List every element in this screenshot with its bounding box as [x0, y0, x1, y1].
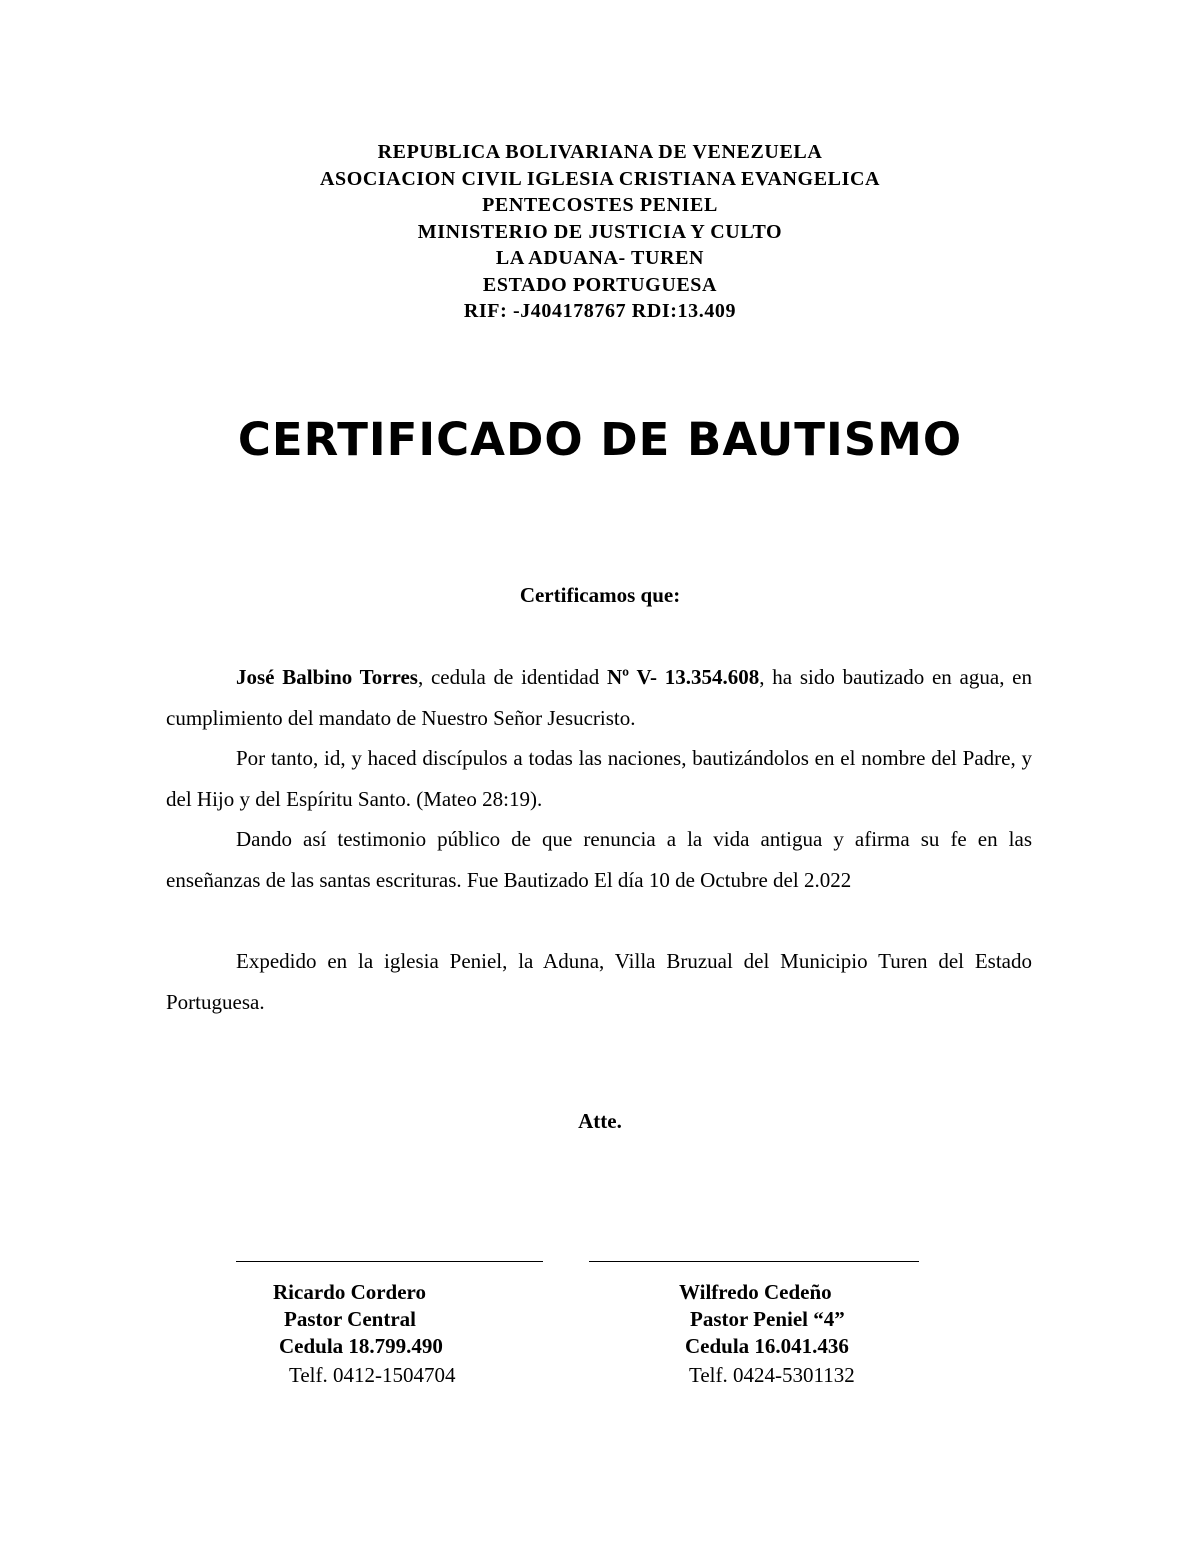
p1-text-b: , ha sido bautizado en agua, en cumplimiento del mandato de Nuestro Señor Jesucristo. — [166, 665, 1033, 730]
signature-left-name: Ricardo Cordero — [273, 1280, 426, 1304]
header-locality: LA ADUANA- TUREN — [495, 247, 705, 269]
signature-line-left — [236, 1261, 543, 1262]
id-number: Nº V- 13.354.608 — [606, 665, 760, 689]
signature-right-cedula: Cedula 16.041.436 — [685, 1334, 849, 1358]
signature-right-name: Wilfredo Cedeño — [679, 1280, 832, 1304]
closing-atte: Atte. — [578, 1109, 622, 1133]
header-association: ASOCIACION CIVIL IGLESIA CRISTIANA EVANGELICA — [319, 167, 881, 190]
baptized-name: José Balbino Torres — [236, 665, 418, 689]
paragraph-4 — [166, 941, 1032, 1022]
p3-text: Dando así testimonio público de que renuncia a la vida antigua y afirma su fe en las enseñanzas de las santas escrituras. Fue Bautizado El día 10 de Octubre del 2.022 — [166, 827, 1032, 892]
signature-right-role: Pastor Peniel “4” — [690, 1307, 845, 1331]
paragraph-2 — [166, 738, 1032, 819]
signature-left-role: Pastor Central — [284, 1307, 416, 1331]
signature-left-cedula: Cedula 18.799.490 — [279, 1334, 443, 1358]
signature-right-phone: Telf. 0424-5301132 — [689, 1363, 855, 1387]
paragraph-1 — [166, 657, 1032, 738]
certificamos-heading: Certificamos que: — [519, 583, 681, 607]
p4-text: Expedido en la iglesia Peniel, la Aduna, Villa Bruzual del Municipio Turen del Estado Portuguesa. — [166, 949, 1032, 1014]
certificate-title: CERTIFICADO DE BAUTISMO — [237, 413, 963, 466]
signature-line-right — [589, 1261, 919, 1262]
header-state: ESTADO PORTUGUESA — [482, 273, 718, 296]
document-header — [0, 139, 1200, 325]
p1-text-a: , cedula de identidad — [417, 665, 607, 689]
signature-left-phone: Telf. 0412-1504704 — [289, 1363, 456, 1387]
header-country: REPUBLICA BOLIVARIANA DE VENEZUELA — [377, 141, 823, 163]
header-ministry: MINISTERIO DE JUSTICIA Y CULTO — [417, 220, 783, 243]
p2-text: Por tanto, id, y haced discípulos a todas las naciones, bautizándolos en el nombre del Padre, y del Hijo y del Espíritu Santo. (Mateo 28:19). — [166, 746, 1032, 811]
header-church: PENTECOSTES PENIEL — [482, 194, 718, 216]
header-rif: RIF: -J404178767 RDI:13.409 — [463, 300, 737, 322]
paragraph-3 — [166, 819, 1032, 900]
